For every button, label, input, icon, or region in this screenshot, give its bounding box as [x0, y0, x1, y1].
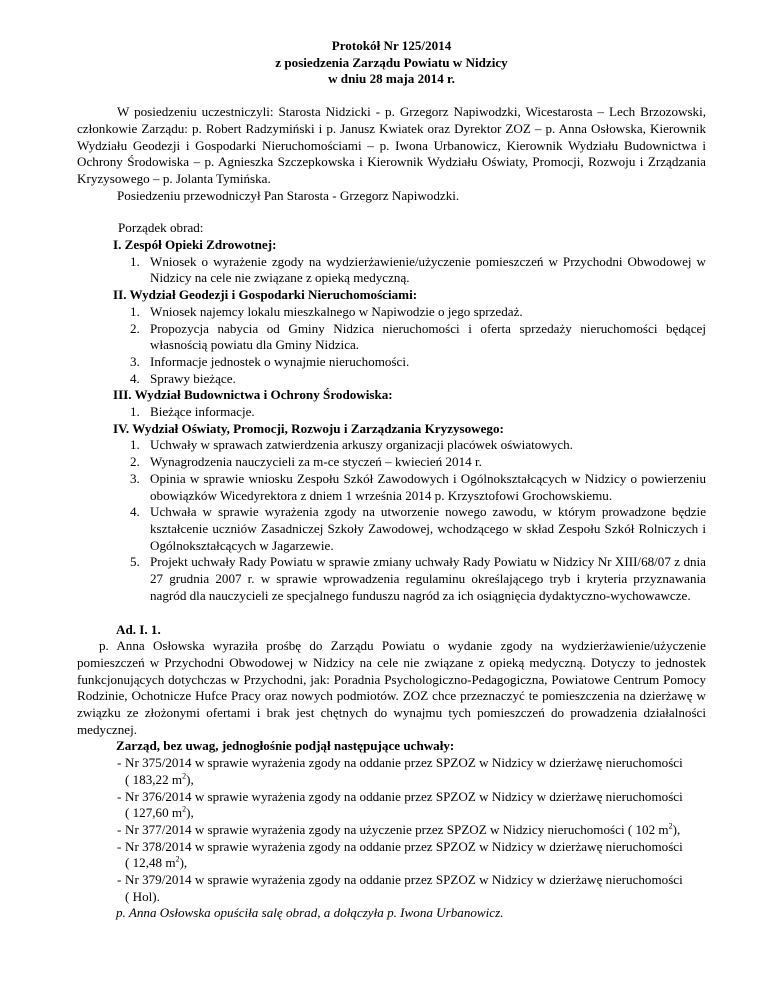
agenda-item-text: Uchwały w sprawach zatwierdzenia arkuszy organizacji placówek oświatowych.	[150, 437, 573, 453]
resolution-area	[125, 805, 704, 822]
chair-paragraph: Posiedzeniu przewodniczył Pan Starosta - Grzegorz Napiwodzki.	[117, 187, 460, 203]
resolution-area	[125, 855, 704, 872]
resolution-area-unit-exponent: 2	[668, 821, 673, 831]
agenda-item-text: Uchwała w sprawie wyrażenia zgody na utworzenie nowego zawodu, w którym prowadzone będzie kształcenie uczniów Zasadniczej Szkoły Zawodowej, wchodzącego w skład Zespołu Szkół Rolniczych i Ogólnokształcących w Jagarzewie.	[150, 504, 706, 553]
resolution-item	[77, 822, 706, 839]
resolution-area-value: ( 183,22 m	[125, 771, 183, 787]
meeting-body: z posiedzenia Zarządu Powiatu w Nidzicy	[275, 54, 508, 70]
agenda-item-list	[77, 437, 706, 604]
agenda-item-number: 4.	[130, 370, 140, 386]
resolution-text: Nr 379/2014 w sprawie wyrażenia zgody na oddanie przez SPZOZ w Nidzicy w dzierżawę nieruchomości	[125, 872, 683, 888]
agenda-item-number: 2.	[130, 320, 140, 336]
agenda-item	[77, 504, 706, 554]
resolution-dash: -	[117, 838, 122, 854]
resolution-dash: -	[117, 821, 122, 837]
ad-body: p. Anna Osłowska wyraziła prośbę do Zarządu Powiatu o wydanie zgody na wydzierżawienie/użyczenie pomieszczeń w Przychodni Obwodowej w Nidzicy na cele nie związane z opieką medyczną. Dotyczy to jednostek funkcjonujących dotychczas w Przychodni, jak: Poradnia Psychologiczno-Pedagogiczna, Powiatowe Centrum Pomocy Rodzinie, Ochotnicze Hufce Pracy oraz nowych podmiotów. ZOZ chce przeznaczyć te pomieszczenia na dzierżawę w związku ze złożonymi ofertami i brak jest chętnych do wynajmu tych pomieszczeń do prowadzenia działalności medycznej.	[77, 638, 706, 737]
agenda-label: Porządek obrad:	[118, 220, 204, 236]
resolution-dash: -	[117, 755, 122, 771]
agenda-section-title: Wydział Oświaty, Promocji, Rozwoju i Zarządzania Kryzysowego:	[132, 420, 504, 436]
agenda-item	[77, 321, 706, 354]
resolution-text: Nr 378/2014 w sprawie wyrażenia zgody na oddanie przez SPZOZ w Nidzicy w dzierżawę nieruchomości	[125, 838, 683, 854]
resolution-area-tail: ),	[672, 821, 681, 837]
meeting-date: w dniu 28 maja 2014 r.	[328, 71, 455, 87]
agenda-item-text: Wniosek najemcy lokalu mieszkalnego w Napiwodzie o jego sprzedaż.	[150, 303, 523, 319]
closing-note: p. Anna Osłowska opuściła salę obrad, a dołączyła p. Iwona Urbanowicz.	[116, 905, 504, 921]
agenda-item-number: 1.	[130, 404, 140, 420]
resolution-area-value: ( 127,60 m	[125, 805, 183, 821]
agenda-section-number: II.	[113, 287, 127, 303]
agenda-item-number: 5.	[130, 554, 140, 570]
agenda-section	[77, 237, 706, 287]
agenda-item-list	[77, 304, 706, 388]
resolution-area-unit-exponent: 2	[182, 804, 187, 814]
resolution-area-tail: ),	[179, 855, 188, 871]
agenda-item-number: 2.	[130, 454, 140, 470]
resolution-area-unit-exponent: 2	[175, 854, 180, 864]
agenda-section-title: Wydział Budownictwa i Ochrony Środowiska:	[134, 387, 393, 403]
agenda-item-number: 1.	[130, 437, 140, 453]
agenda-item	[77, 371, 706, 388]
resolution-area-value: ( 12,48 m	[125, 855, 176, 871]
agenda-item-number: 1.	[130, 253, 140, 269]
agenda-item-number: 1.	[130, 303, 140, 319]
resolution-heading: Zarząd, bez uwag, jednogłośnie podjął następujące uchwały:	[116, 738, 455, 754]
protocol-number: Protokół Nr 125/2014	[331, 38, 452, 53]
agenda	[77, 237, 706, 604]
agenda-section-heading	[77, 421, 706, 438]
resolution-text: Nr 377/2014 w sprawie wyrażenia zgody na użyczenie przez SPZOZ w Nidzicy nieruchomości ( 102 m	[125, 821, 669, 837]
resolution-area-unit-exponent: 2	[182, 771, 187, 781]
agenda-item	[77, 254, 706, 287]
agenda-section	[77, 387, 706, 420]
agenda-item	[77, 404, 706, 421]
agenda-item-list	[77, 254, 706, 287]
agenda-item-text: Informacje jednostek o wynajmie nieruchomości.	[150, 353, 410, 369]
resolution-area-value: ( Hol).	[125, 888, 160, 904]
resolution-text: Nr 375/2014 w sprawie wyrażenia zgody na oddanie przez SPZOZ w Nidzicy w dzierżawę nieruchomości	[125, 755, 683, 771]
agenda-item-number: 4.	[130, 504, 140, 520]
participants-paragraph: W posiedzeniu uczestniczyli: Starosta Nidzicki - p. Grzegorz Napiwodzki, Wicestarosta – Lech Brzozowski, członkowie Zarządu: p. Robert Radzymiński i p. Janusz Kwiatek oraz Dyrektor ZOZ – p. Anna Osłowska, Kierownik Wydziału Geodezji i Gospodarki Nieruchomościami – p. Iwona Urbanowicz, Kierownik Wydziału Budownictwa i Ochrony Środowiska – p. Agnieszka Szczepkowska i Kierownik Wydziału Oświaty, Promocji, Rozwoju i Zrządzania Kryzysowego – p. Jolanta Tymińska.	[77, 104, 706, 186]
resolution-dash: -	[117, 788, 122, 804]
agenda-item-text: Wniosek o wyrażenie zgody na wydzierżawienie/użyczenie pomieszczeń w Przychodni Obwodowej w Nidzicy na cele nie związane z opieką medyczną.	[150, 253, 706, 286]
agenda-section-title: Zespół Opieki Zdrowotnej:	[124, 237, 277, 253]
agenda-item-number: 3.	[130, 470, 140, 486]
agenda-item-text: Projekt uchwały Rady Powiatu w sprawie zmiany uchwały Rady Powiatu w Nidzicy Nr XIII/68/07 z dnia 27 grudnia 2007 r. w sprawie wprowadzenia regulaminu określającego tryb i kryteria przyznawania nagród dla nauczycieli ze specjalnego funduszu nagród za ich osiągnięcia dydaktyczno-wychowawcze.	[150, 554, 706, 603]
agenda-section	[77, 421, 706, 605]
resolution-area-tail: ),	[186, 805, 194, 821]
agenda-item-text: Wynagrodzenia nauczycieli za m-ce styczeń – kwiecień 2014 r.	[150, 454, 482, 470]
agenda-item-text: Bieżące informacje.	[150, 404, 255, 420]
resolution-item	[77, 789, 706, 822]
agenda-item-text: Opinia w sprawie wniosku Zespołu Szkół Zawodowych i Ogólnokształcących w Nidzicy o powierzeniu obowiązków Wicedyrektora z dniem 1 września 2014 p. Krzysztofowi Grochowskiemu.	[150, 470, 706, 503]
resolution-item	[77, 755, 706, 788]
resolution-area-tail: ),	[186, 771, 194, 787]
agenda-item	[77, 554, 706, 604]
agenda-item	[77, 304, 706, 321]
agenda-section-number: IV.	[113, 420, 130, 436]
agenda-section-number: III.	[113, 387, 132, 403]
agenda-section-title: Wydział Geodezji i Gospodarki Nieruchomościami:	[129, 287, 418, 303]
agenda-section-number: I.	[113, 237, 122, 253]
agenda-item	[77, 454, 706, 471]
agenda-section-heading	[77, 387, 706, 404]
agenda-item	[77, 354, 706, 371]
resolution-area	[125, 772, 704, 789]
agenda-item-number: 3.	[130, 353, 140, 369]
agenda-item-text: Propozycja nabycia od Gminy Nidzica nieruchomości i oferta sprzedaży nieruchomości będącej własnością powiatu dla Gminy Nidzica.	[150, 320, 706, 353]
resolution-text: Nr 376/2014 w sprawie wyrażenia zgody na oddanie przez SPZOZ w Nidzicy w dzierżawę nieruchomości	[125, 788, 683, 804]
agenda-item-text: Sprawy bieżące.	[150, 370, 236, 386]
agenda-section	[77, 287, 706, 387]
agenda-section-heading	[77, 237, 706, 254]
resolution-item	[77, 872, 706, 905]
agenda-item	[77, 471, 706, 504]
resolution-list	[77, 755, 706, 905]
agenda-section-heading	[77, 287, 706, 304]
agenda-item-list	[77, 404, 706, 421]
resolution-area	[125, 889, 704, 906]
resolution-item	[77, 839, 706, 872]
document-header	[77, 38, 706, 88]
agenda-item	[77, 437, 706, 454]
ad-heading: Ad. I. 1.	[116, 621, 161, 637]
resolution-dash: -	[117, 872, 122, 888]
